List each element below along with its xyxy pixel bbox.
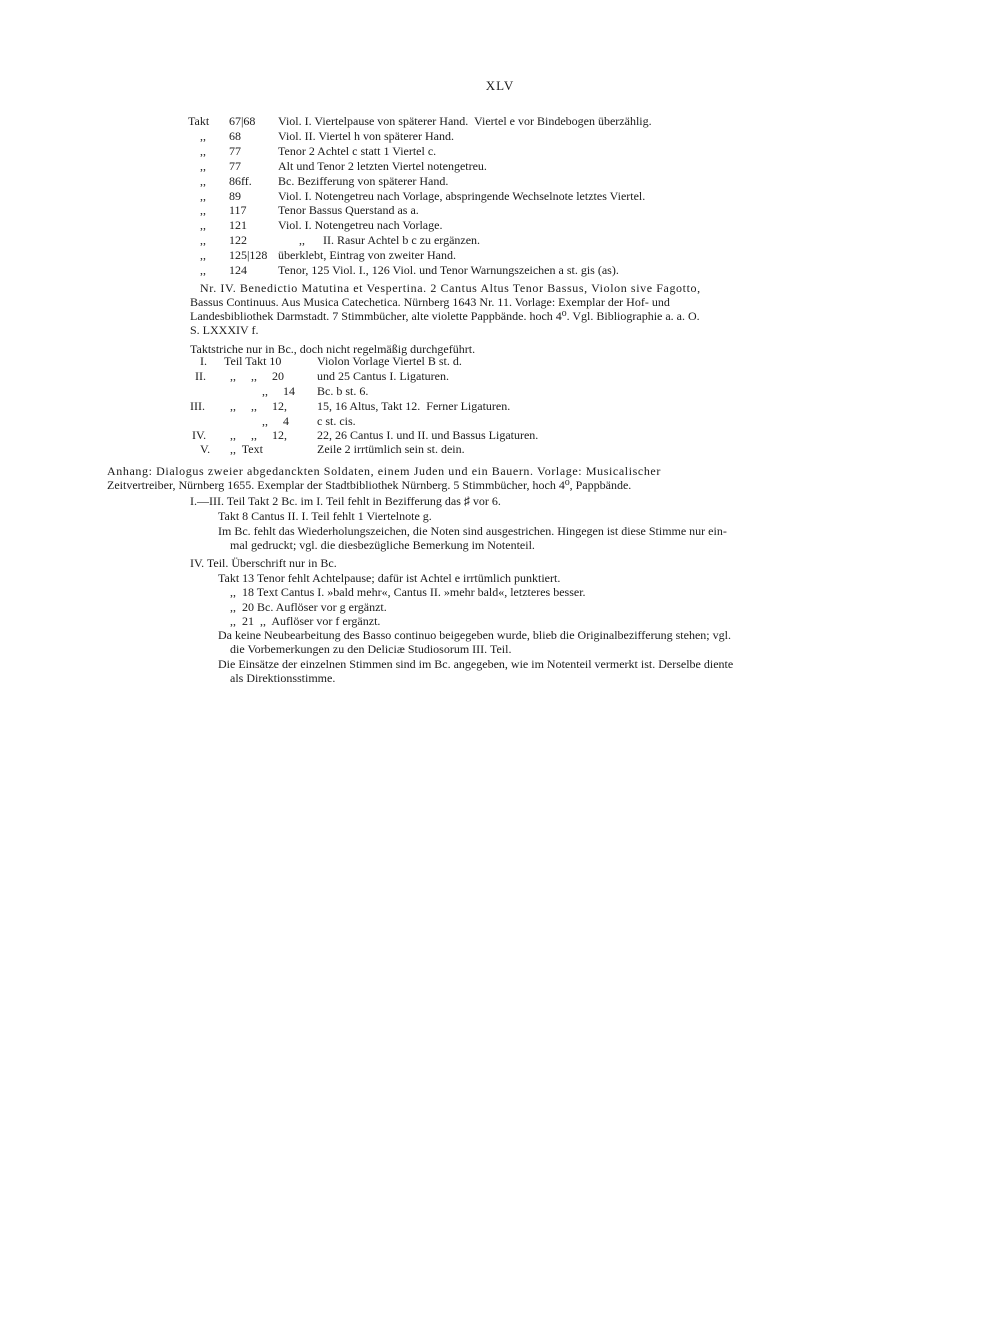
anhang-takt13: Takt 13 Tenor fehlt Achtelpause; dafür ist Achtel e irrtümlich punktiert. [218,571,561,585]
teil-label: V. [200,442,211,456]
takt-prefix: Takt [188,114,210,128]
teil-takt: ,, 14 [262,384,295,398]
nr-iv-line-3: Landesbibliothek Darmstadt. 7 Stimmbücher, alte violette Pappbände. hoch 4⁰. Vgl. Bibliographie a. a. O. [190,309,700,323]
takt-prefix: ,, [200,218,206,232]
takt-number: 86ff. [229,174,252,188]
takt-number: 124 [229,263,247,277]
teil-takt: ,, ,, 12, [230,428,287,442]
takt-text: überklebt, Eintrag von zweiter Hand. [278,248,456,262]
teil-label: II. [195,369,206,383]
takt-prefix: ,, [200,189,206,203]
anhang-line-1: Anhang: Dialogus zweier abgedanckten Soldaten, einem Juden und ein Bauern. Vorlage: Musicalischer [107,464,661,478]
taktstriche-note: Taktstriche nur in Bc., doch nicht regelmäßig durchgeführt. [190,342,476,356]
nr-iv-line-1: Nr. IV. Benedictio Matutina et Vespertina. 2 Cantus Altus Tenor Bassus, Violon sive Fagotto, [200,281,701,295]
takt-text: Viol. I. Notengetreu nach Vorlage. [278,218,443,232]
takt-prefix: ,, [200,203,206,217]
takt-text: Viol. II. Viertel h von späterer Hand. [278,129,454,143]
teil-text: c st. cis. [317,414,356,428]
anhang-einsaetze-1: Die Einsätze der einzelnen Stimmen sind im Bc. angegeben, wie im Notenteil vermerkt ist. Derselbe diente [218,657,734,671]
teil-takt: ,, ,, 20 [230,369,284,383]
takt-text: Tenor 2 Achtel c statt 1 Viertel c. [278,144,437,158]
teil-takt: ,, 4 [262,414,289,428]
teil-text: 15, 16 Altus, Takt 12. Ferner Ligaturen. [317,399,511,413]
anhang-t20: ,, 20 Bc. Auflöser vor g ergänzt. [230,600,387,614]
teil-text: und 25 Cantus I. Ligaturen. [317,369,449,383]
takt-number: 125|128 [229,248,268,262]
takt-text: Tenor, 125 Viol. I., 126 Viol. und Tenor Warnungszeichen a st. gis (as). [278,263,619,277]
anhang-da-keine-1: Da keine Neubearbeitung des Basso continuo beigegeben wurde, blieb die Originalbezifferung stehen; vgl. [218,628,731,642]
anhang-i-iii: I.—III. Teil Takt 2 Bc. im I. Teil fehlt in Bezifferung das ♯ vor 6. [190,494,501,508]
takt-prefix: ,, [200,233,206,247]
takt-text: ,, II. Rasur Achtel b c zu ergänzen. [278,233,481,247]
teil-label: I. [200,354,207,368]
teil-text: 22, 26 Cantus I. und II. und Bassus Ligaturen. [317,428,539,442]
anhang-line-2: Zeitvertreiber, Nürnberg 1655. Exemplar der Stadtbibliothek Nürnberg. 5 Stimmbücher, hoch 4⁰, Pappbände. [107,478,632,492]
anhang-t21: ,, 21 ,, Auflöser vor f ergänzt. [230,614,381,628]
nr-iv-line-2: Bassus Continuus. Aus Musica Catechetica. Nürnberg 1643 Nr. 11. Vorlage: Exemplar der Hof- und [190,295,670,309]
takt-number: 89 [229,189,241,203]
takt-prefix: ,, [200,129,206,143]
takt-prefix: ,, [200,144,206,158]
takt-prefix: ,, [200,174,206,188]
teil-takt: Teil Takt 10 [224,354,282,368]
anhang-takt8: Takt 8 Cantus II. I. Teil fehlt 1 Viertelnote g. [218,509,432,523]
takt-text: Viol. I. Notengetreu nach Vorlage, abspringende Wechselnote letztes Viertel. [278,189,646,203]
takt-number: 77 [229,159,241,173]
teil-text: Violon Vorlage Viertel B st. d. [317,354,462,368]
page-number: XLV [485,78,515,93]
takt-number: 68 [229,129,241,143]
takt-number: 77 [229,144,241,158]
takt-text: Tenor Bassus Querstand as a. [278,203,419,217]
takt-text: Alt und Tenor 2 letzten Viertel notengetreu. [278,159,487,173]
teil-text: Zeile 2 irrtümlich sein st. dein. [317,442,465,456]
takt-prefix: ,, [200,248,206,262]
teil-takt: ,, Text [230,442,263,456]
teil-text: Bc. b st. 6. [317,384,369,398]
teil-label: III. [190,399,205,413]
anhang-im-bc-1: Im Bc. fehlt das Wiederholungszeichen, die Noten sind ausgestrichen. Hingegen ist diese Stimme nur ein- [218,524,727,538]
teil-label: IV. [192,428,207,442]
anhang-t18: ,, 18 Text Cantus I. »bald mehr«, Cantus II. »mehr bald«, letzteres besser. [230,585,586,599]
anhang-da-keine-2: die Vorbemerkungen zu den Deliciæ Studiosorum III. Teil. [230,642,512,656]
takt-number: 67|68 [229,114,256,128]
teil-takt: ,, ,, 12, [230,399,287,413]
takt-number: 117 [229,203,247,217]
nr-iv-line-4: S. LXXXIV f. [190,323,259,337]
takt-number: 121 [229,218,247,232]
anhang-einsaetze-2: als Direktionsstimme. [230,671,336,685]
takt-text: Bc. Bezifferung von späterer Hand. [278,174,449,188]
takt-text: Viol. I. Viertelpause von späterer Hand. Viertel e vor Bindebogen überzählig. [278,114,652,128]
takt-prefix: ,, [200,263,206,277]
anhang-im-bc-2: mal gedruckt; vgl. die diesbezügliche Bemerkung im Notenteil. [230,538,535,552]
takt-number: 122 [229,233,247,247]
anhang-iv-teil: IV. Teil. Überschrift nur in Bc. [190,556,337,570]
takt-prefix: ,, [200,159,206,173]
